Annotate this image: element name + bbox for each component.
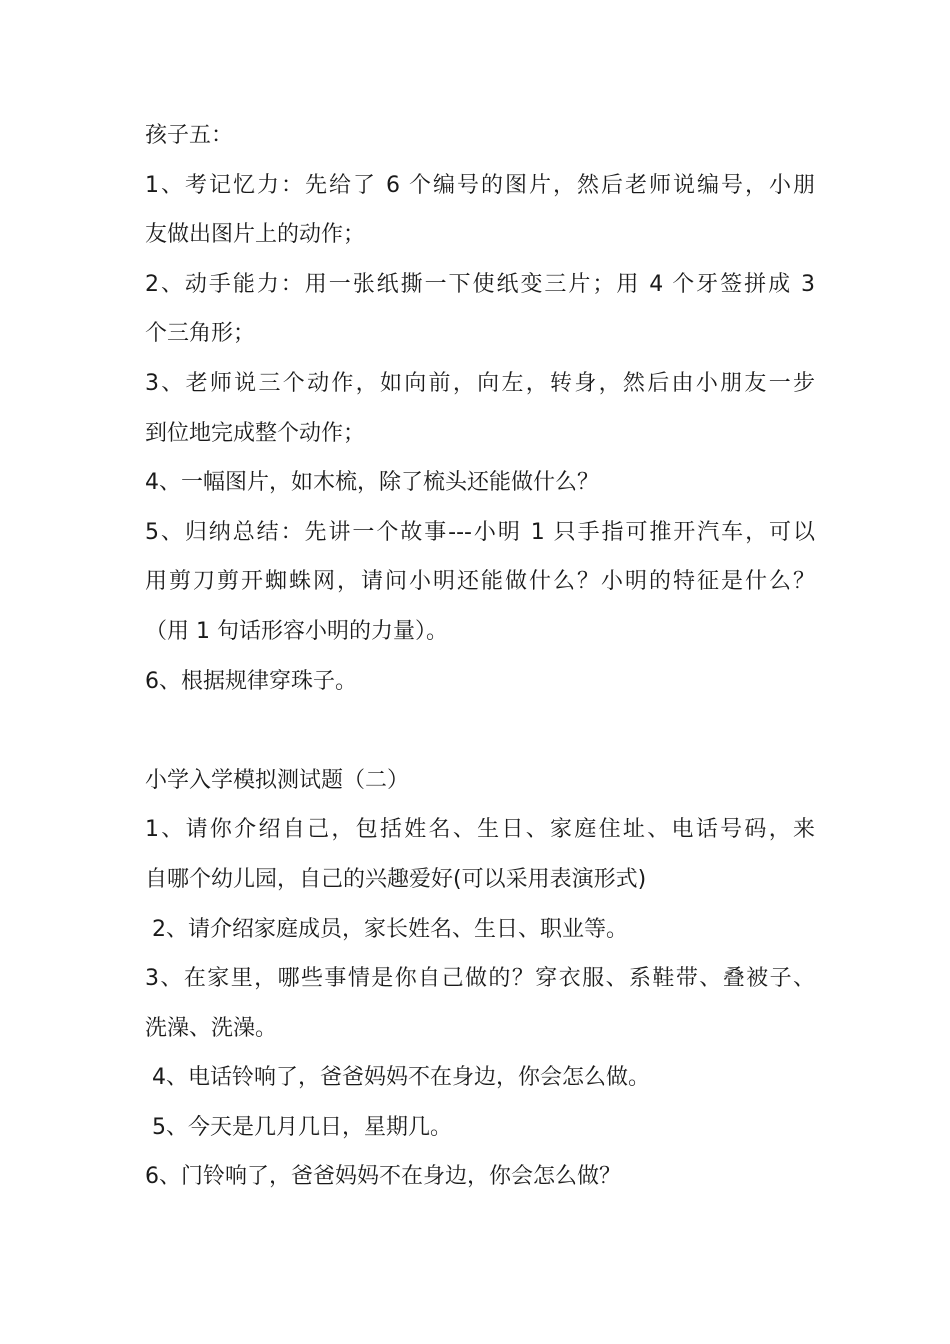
question-line: 3、老师说三个动作，如向前，向左，转身，然后由小朋友一步 bbox=[145, 370, 815, 396]
question-line: （用 1 句话形容小明的力量）。 bbox=[145, 618, 448, 644]
question-item bbox=[145, 905, 815, 955]
question-line: 4、一幅图片，如木梳，除了梳头还能做什么？ bbox=[145, 470, 599, 496]
question-item bbox=[145, 954, 815, 1053]
question-line: 1、考记忆力：先给了 6 个编号的图片，然后老师说编号，小朋 bbox=[145, 172, 815, 198]
question-item bbox=[145, 359, 815, 458]
question-item bbox=[145, 1053, 815, 1103]
question-item bbox=[145, 1152, 815, 1202]
document-body bbox=[145, 111, 815, 1202]
section-heading: 小学入学模拟测试题（二） bbox=[145, 767, 410, 793]
question-line: 用剪刀剪开蜘蛛网，请问小明还能做什么？小明的特征是什么？ bbox=[145, 569, 815, 595]
question-line: 自哪个幼儿园，自己的兴趣爱好(可以采用表演形式) bbox=[145, 866, 647, 892]
section-spacer bbox=[145, 706, 815, 756]
question-line: 6、门铃响了，爸爸妈妈不在身边，你会怎么做？ bbox=[145, 1164, 621, 1190]
question-line: 2、动手能力：用一张纸撕一下使纸变三片；用 4 个牙签拼成 3 bbox=[145, 271, 815, 297]
question-line: 3、在家里，哪些事情是你自己做的？穿衣服、系鞋带、叠被子、 bbox=[145, 966, 815, 992]
question-item bbox=[145, 260, 815, 359]
question-line: 1、请你介绍自己，包括姓名、生日、家庭住址、电话号码，来 bbox=[145, 817, 815, 843]
question-line: 6、根据规律穿珠子。 bbox=[145, 668, 357, 694]
question-line: 5、归纳总结：先讲一个故事---小明 1 只手指可推开汽车，可以 bbox=[145, 519, 815, 545]
question-line: 到位地完成整个动作； bbox=[145, 420, 366, 446]
question-item bbox=[145, 458, 815, 508]
question-line: 友做出图片上的动作； bbox=[145, 222, 366, 248]
question-item bbox=[145, 161, 815, 260]
question-item bbox=[145, 657, 815, 707]
question-item bbox=[145, 1103, 815, 1153]
question-item bbox=[145, 508, 815, 657]
section-heading: 孩子五： bbox=[145, 123, 234, 148]
question-line: 2、请介绍家庭成员，家长姓名、生日、职业等。 bbox=[145, 916, 628, 942]
question-line: 5、今天是几月几日，星期几。 bbox=[145, 1114, 452, 1140]
question-item bbox=[145, 805, 815, 904]
question-line: 个三角形； bbox=[145, 321, 256, 347]
question-line: 4、电话铃响了，爸爸妈妈不在身边，你会怎么做。 bbox=[145, 1065, 650, 1091]
question-line: 洗澡、洗澡。 bbox=[145, 1015, 278, 1041]
